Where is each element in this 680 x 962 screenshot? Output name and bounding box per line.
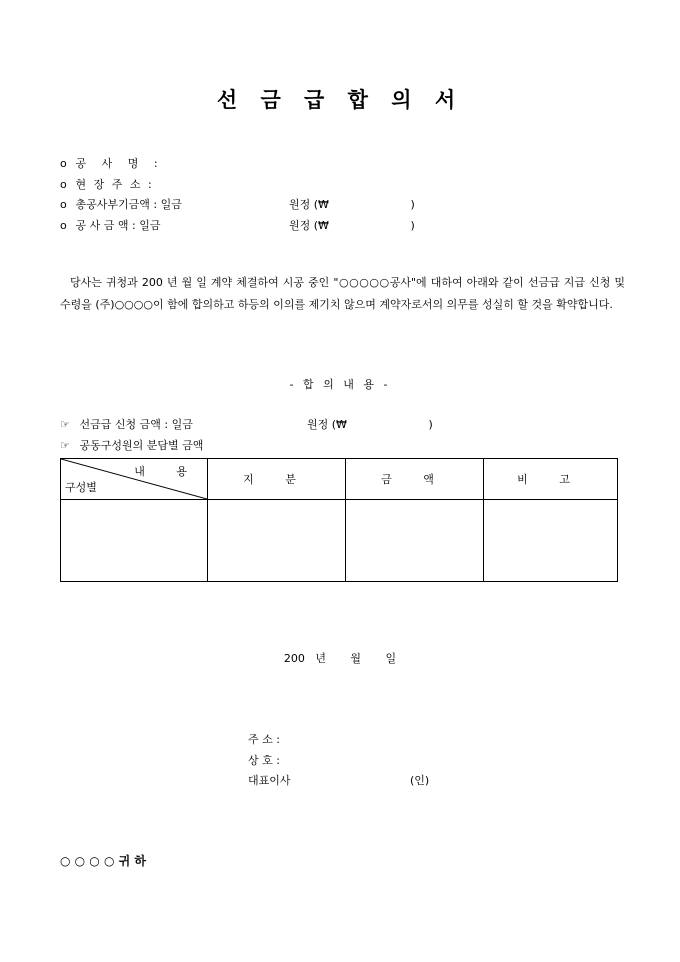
field-label: 총공사부기금액 : 일금 <box>75 198 182 211</box>
date-line: 200 년 월 일 <box>283 652 397 665</box>
field-close: ) <box>410 219 415 232</box>
field-value: 원정 (₩ <box>289 219 329 232</box>
field-site-address <box>60 176 154 192</box>
field-total-amount <box>60 196 415 212</box>
item-text: 선금급 신청 금액 : 일금 <box>79 418 193 431</box>
field-bullet: o <box>60 219 67 232</box>
item-text: 공동구성원의 분담별 금액 <box>79 439 204 452</box>
header-remarks: 비 고 <box>484 459 618 500</box>
member-share-amount <box>60 437 203 453</box>
item-value: 원정 (₩ <box>307 418 347 431</box>
field-value: 원정 (₩ <box>289 198 329 211</box>
field-label: 공 사 금 액 : 일금 <box>75 219 161 232</box>
advance-request-amount <box>60 416 433 432</box>
company-label: 상 호 : <box>248 754 280 767</box>
header-share: 지 분 <box>208 459 346 500</box>
header-amount: 금 액 <box>346 459 484 500</box>
field-label: 현 장 주 소 : <box>75 178 154 191</box>
table-header-row <box>61 459 618 500</box>
pointing-hand-icon: ☞ <box>60 439 70 452</box>
field-bullet: o <box>60 178 67 191</box>
field-close: ) <box>410 198 415 211</box>
section-heading: - 합 의 내 용 - <box>289 378 391 391</box>
field-project-name <box>60 155 164 171</box>
diag-top-label: 내 용 <box>134 465 201 478</box>
field-bullet: o <box>60 198 67 211</box>
share-table <box>60 458 618 582</box>
table-cell[interactable] <box>61 500 208 582</box>
diag-bottom-label: 구성별 <box>65 481 97 494</box>
diagonal-header-cell <box>61 459 208 500</box>
document-title: 선 금 급 합 의 서 <box>216 88 464 112</box>
field-contract-amount <box>60 217 415 233</box>
item-close: ) <box>428 418 433 431</box>
table-cell[interactable] <box>484 500 618 582</box>
ceo-label: 대표이사 <box>248 774 291 787</box>
address-label: 주 소 : <box>248 733 280 746</box>
table-row <box>61 500 618 582</box>
table-cell[interactable] <box>346 500 484 582</box>
field-bullet: o <box>60 157 67 170</box>
pointing-hand-icon: ☞ <box>60 418 70 431</box>
recipient: ○ ○ ○ ○ 귀 하 <box>60 854 146 868</box>
agreement-paragraph: 당사는 귀청과 200 년 월 일 계약 체결하여 시공 중인 "○○○○○공사"에 대하여 아래와 같이 선금급 지급 신청 및 수령을 (주)○○○○이 함에 합의하고 하등의 이의를 제기치 않으며 계약자로서의 의무를 성실히 할 것을 확약합니다. <box>60 276 625 311</box>
table-cell[interactable] <box>208 500 346 582</box>
field-label: 공 사 명 : <box>75 157 164 170</box>
seal-mark: (인) <box>410 774 430 787</box>
